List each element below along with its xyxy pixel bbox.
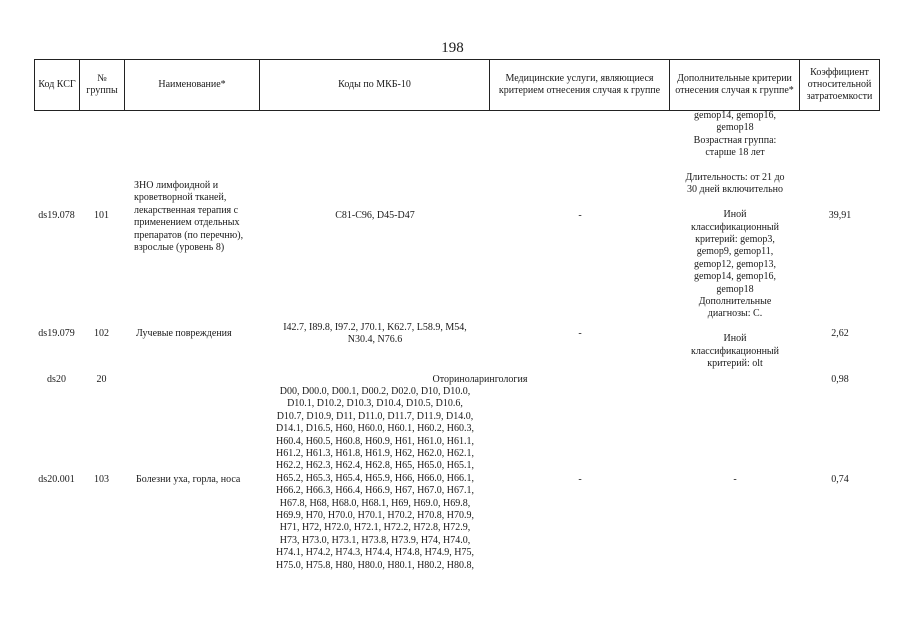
row-criteria: Дополнительные диагнозы: C. Иной классификационный критерий: olt bbox=[691, 296, 779, 370]
header-services: Медицинские услуги, являющиеся критерием отнесения случая к группе bbox=[490, 60, 670, 111]
row-code: ds20.001 bbox=[38, 474, 75, 485]
row-icd-codes: D00, D00.0, D00.1, D00.2, D02.0, D10, D10.0, D10.1, D10.2, D10.3, D10.4, D10.5, D10.6, D10.7, D10.9, D11, D11.0, D11.7, D11.9, D14.0, D14.1, D16.5, H60, H60.0, H60.1, H60.2, H60.3, H60.4, H60.5, H60.8, H60.9, H61, H61.0, H61.1, H61.2, H61.3, H61.8, H61.9, H62, H62.0, H62.1, H62.2, H62.3, H62.4, H62.8, H65, H65.0, H65.1, H65.2, H65.3, H65.4, H65.9, H66, H66.0, H66.1, H66.2, H66.3, H66.4, H66.9, H67, H67.0, H67.1, H67.8, H68, H68.0, H68.1, H69, H69.0, H69.8, H69.9, H70, H70.0, H70.1, H70.2, H70.8, H70.9, H71, H72, H72.0, H72.1, H72.2, H72.8, H72.9, H73, H73.0, H73.1, H73.8, H73.9, H74, H74.0, H74.1, H74.2, H74.3, H74.4, H74.8, H74.9, H75, H75.0, H75.8, H80, H80.0, H80.1, H80.2, H80.8, bbox=[275, 386, 475, 571]
header-code: Код КСГ bbox=[35, 60, 80, 111]
section-code: ds20 bbox=[47, 374, 66, 385]
row-code: ds19.078 bbox=[38, 210, 75, 221]
row-icd-codes: C81-C96, D45-D47 bbox=[335, 210, 415, 221]
header-name: Наименование* bbox=[125, 60, 260, 111]
row-coefficient: 0,74 bbox=[831, 474, 849, 485]
section-title: Оториноларингология bbox=[432, 374, 528, 385]
row-criteria: - bbox=[733, 474, 737, 485]
page-number: 198 bbox=[441, 40, 464, 56]
row-services: - bbox=[578, 210, 582, 221]
row-group: 101 bbox=[94, 210, 109, 221]
row-coefficient: 2,62 bbox=[831, 328, 849, 339]
header-group-number: № группы bbox=[80, 60, 125, 111]
row-name: Болезни уха, горла, носа bbox=[136, 474, 241, 485]
table-header bbox=[34, 59, 880, 111]
row-group: 102 bbox=[94, 328, 109, 339]
section-coefficient: 0,98 bbox=[831, 374, 849, 385]
row-coefficient: 39,91 bbox=[828, 210, 852, 221]
row-services: - bbox=[578, 328, 582, 339]
header-extra-criteria: Дополнительные критерии отнесения случая к группе* bbox=[670, 60, 800, 111]
row-icd-codes: I42.7, I89.8, I97.2, J70.1, K62.7, L58.9, M54, N30.4, N76.6 bbox=[283, 322, 467, 346]
row-group: 103 bbox=[94, 474, 109, 485]
header-coefficient: Коэффициент относительной затратоемкости bbox=[800, 60, 880, 111]
row-services: - bbox=[578, 474, 582, 485]
section-group: 20 bbox=[96, 374, 107, 385]
row-name: Лучевые повреждения bbox=[136, 328, 232, 339]
row-code: ds19.079 bbox=[38, 328, 75, 339]
criteria-continuation: gemop14, gemop16, gemop18 Возрастная группа: старше 18 лет Длительность: от 21 до 30 дней включительно Иной классификационный критерий: gemop3, gemop9, gemop11, gemop12, gemop13, gemop14, gemop16, gemop18 bbox=[685, 110, 785, 295]
row-name: ЗНО лимфоидной и кроветворной тканей, лекарственная терапия с применением отдельных препаратов (по перечню), взрослые (уровень 8) bbox=[134, 180, 244, 254]
header-icd-codes: Коды по МКБ-10 bbox=[260, 60, 490, 111]
